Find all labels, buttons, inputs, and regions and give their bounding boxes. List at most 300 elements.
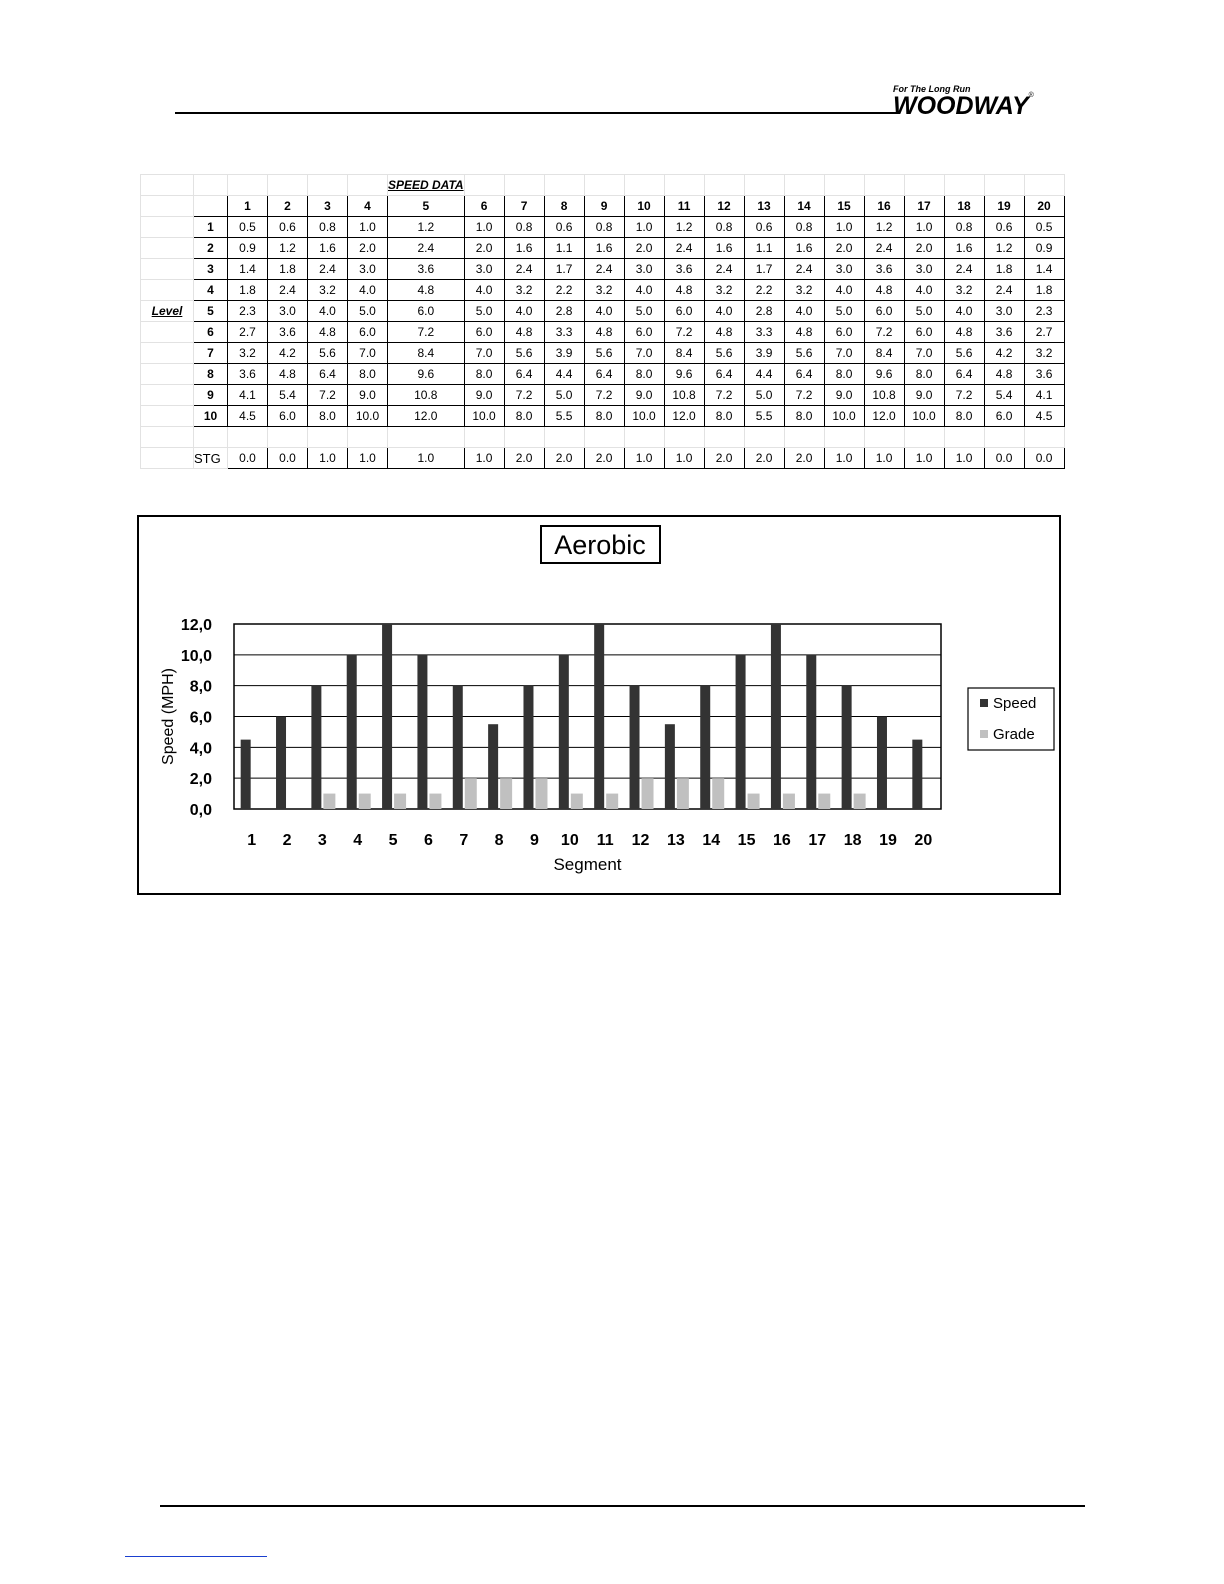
speed-cell: 1.6 — [584, 238, 624, 259]
speed-cell: 2.7 — [228, 322, 268, 343]
speed-cell: 4.8 — [864, 280, 904, 301]
stg-cell: 1.0 — [464, 448, 504, 469]
column-header: 17 — [904, 196, 944, 217]
x-tick-label: 17 — [808, 832, 827, 849]
speed-cell: 8.0 — [824, 364, 864, 385]
brand-tagline: For The Long Run — [893, 84, 971, 94]
speed-cell: 3.9 — [744, 343, 784, 364]
blank-cell — [624, 427, 664, 448]
grade-bar — [818, 794, 830, 809]
speed-cell: 8.0 — [348, 364, 388, 385]
speed-cell: 5.6 — [704, 343, 744, 364]
speed-cell: 0.8 — [504, 217, 544, 238]
speed-cell: 2.3 — [1024, 301, 1064, 322]
speed-cell: 0.5 — [228, 217, 268, 238]
speed-cell: 1.2 — [388, 217, 465, 238]
speed-cell: 4.0 — [624, 280, 664, 301]
blank-cell — [864, 175, 904, 196]
blank-cell — [141, 427, 194, 448]
x-tick-label: 6 — [423, 832, 433, 849]
y-tick-label: 12,0 — [180, 617, 212, 634]
grade-bar — [677, 778, 689, 809]
brand-name — [893, 92, 1034, 121]
speed-cell: 4.0 — [308, 301, 348, 322]
x-tick-label: 13 — [666, 832, 685, 849]
blank-cell — [194, 427, 228, 448]
speed-cell: 5.0 — [544, 385, 584, 406]
row-level: 6 — [194, 322, 228, 343]
speed-cell: 0.9 — [228, 238, 268, 259]
speed-cell: 6.0 — [268, 406, 308, 427]
blank-cell — [141, 175, 194, 196]
speed-cell: 9.6 — [664, 364, 704, 385]
x-tick-label: 7 — [459, 832, 469, 849]
speed-cell: 2.4 — [504, 259, 544, 280]
blank-cell — [904, 175, 944, 196]
column-header: 7 — [504, 196, 544, 217]
speed-cell: 3.2 — [584, 280, 624, 301]
speed-cell: 7.0 — [464, 343, 504, 364]
speed-cell: 2.4 — [308, 259, 348, 280]
speed-cell: 7.2 — [584, 385, 624, 406]
speed-cell: 7.0 — [348, 343, 388, 364]
speed-cell: 2.4 — [704, 259, 744, 280]
grade-bar — [748, 794, 760, 809]
speed-cell: 6.0 — [348, 322, 388, 343]
x-tick-label: 10 — [560, 832, 579, 849]
stg-cell: 1.0 — [824, 448, 864, 469]
x-tick-label: 3 — [317, 832, 327, 849]
speed-cell: 0.6 — [268, 217, 308, 238]
header-rule — [175, 112, 897, 114]
speed-cell: 1.2 — [268, 238, 308, 259]
stg-label: STG — [194, 448, 228, 469]
speed-cell: 5.4 — [984, 385, 1024, 406]
speed-cell: 5.6 — [584, 343, 624, 364]
column-header: 12 — [704, 196, 744, 217]
speed-cell: 4.5 — [1024, 406, 1064, 427]
speed-cell: 0.6 — [544, 217, 584, 238]
speed-cell: 8.0 — [904, 364, 944, 385]
speed-cell: 0.8 — [308, 217, 348, 238]
x-tick-label: 20 — [914, 832, 933, 849]
speed-cell: 4.4 — [744, 364, 784, 385]
grade-bar — [712, 778, 724, 809]
speed-cell: 3.6 — [1024, 364, 1064, 385]
speed-bar — [241, 740, 251, 809]
speed-cell: 1.2 — [864, 217, 904, 238]
stg-cell: 1.0 — [944, 448, 984, 469]
speed-cell: 8.4 — [664, 343, 704, 364]
speed-cell: 7.0 — [824, 343, 864, 364]
speed-cell: 3.6 — [228, 364, 268, 385]
speed-cell: 1.8 — [268, 259, 308, 280]
speed-cell: 2.4 — [864, 238, 904, 259]
speed-cell: 6.0 — [824, 322, 864, 343]
stg-cell: 1.0 — [664, 448, 704, 469]
blank-cell — [348, 427, 388, 448]
y-tick-label: 6,0 — [189, 709, 212, 727]
x-tick-label: 2 — [282, 832, 292, 849]
speed-cell: 4.8 — [584, 322, 624, 343]
speed-bar — [877, 717, 887, 810]
speed-cell: 4.0 — [904, 280, 944, 301]
speed-cell: 7.2 — [784, 385, 824, 406]
grade-bar — [323, 794, 335, 809]
speed-cell: 2.4 — [268, 280, 308, 301]
column-header: 19 — [984, 196, 1024, 217]
speed-cell: 5.5 — [744, 406, 784, 427]
column-header: 3 — [308, 196, 348, 217]
speed-cell: 0.5 — [1024, 217, 1064, 238]
stg-row — [141, 448, 1065, 469]
speed-cell: 3.2 — [228, 343, 268, 364]
blank-cell — [464, 175, 504, 196]
blank-cell — [504, 175, 544, 196]
speed-cell: 4.0 — [584, 301, 624, 322]
speed-cell: 6.0 — [864, 301, 904, 322]
speed-cell: 10.0 — [348, 406, 388, 427]
speed-cell: 1.2 — [984, 238, 1024, 259]
blank-cell — [544, 175, 584, 196]
row-level: 5 — [194, 301, 228, 322]
x-tick-label: 9 — [530, 832, 539, 849]
blank-cell — [704, 175, 744, 196]
speed-cell: 8.0 — [504, 406, 544, 427]
speed-cell: 4.0 — [784, 301, 824, 322]
legend-swatch — [980, 730, 988, 738]
speed-cell: 4.0 — [824, 280, 864, 301]
column-header: 6 — [464, 196, 504, 217]
row-level: 8 — [194, 364, 228, 385]
speed-cell: 4.0 — [464, 280, 504, 301]
speed-cell: 1.6 — [704, 238, 744, 259]
speed-cell: 4.8 — [984, 364, 1024, 385]
speed-cell: 7.2 — [308, 385, 348, 406]
speed-cell: 7.2 — [388, 322, 465, 343]
speed-cell: 7.2 — [944, 385, 984, 406]
blank-cell — [784, 175, 824, 196]
speed-cell: 12.0 — [664, 406, 704, 427]
speed-bar — [417, 655, 427, 809]
speed-cell: 2.0 — [904, 238, 944, 259]
speed-cell: 10.0 — [624, 406, 664, 427]
blank-cell — [744, 427, 784, 448]
speed-cell: 9.0 — [824, 385, 864, 406]
table-row — [141, 364, 1065, 385]
speed-cell: 5.6 — [944, 343, 984, 364]
speed-cell: 3.2 — [704, 280, 744, 301]
speed-cell: 1.1 — [544, 238, 584, 259]
blank-cell — [784, 427, 824, 448]
table-title-row — [141, 175, 1065, 196]
x-tick-label: 1 — [247, 832, 257, 849]
blank-cell — [544, 427, 584, 448]
blank-cell — [704, 427, 744, 448]
blank-cell — [268, 427, 308, 448]
x-tick-label: 4 — [353, 832, 363, 849]
brand-logo — [893, 84, 1103, 118]
speed-cell: 9.0 — [624, 385, 664, 406]
speed-cell: 2.7 — [1024, 322, 1064, 343]
speed-cell: 3.2 — [944, 280, 984, 301]
blank-cell — [348, 175, 388, 196]
table-row — [141, 259, 1065, 280]
speed-cell: 9.6 — [388, 364, 465, 385]
speed-cell: 10.8 — [388, 385, 465, 406]
speed-cell: 4.8 — [504, 322, 544, 343]
aerobic-chart — [137, 515, 1061, 895]
speed-cell: 3.3 — [544, 322, 584, 343]
blank-cell — [744, 175, 784, 196]
speed-cell: 1.4 — [228, 259, 268, 280]
speed-bar — [347, 655, 357, 809]
speed-cell: 2.2 — [544, 280, 584, 301]
blank-cell — [864, 427, 904, 448]
speed-bar — [594, 624, 604, 809]
speed-cell: 1.0 — [624, 217, 664, 238]
y-tick-label: 4,0 — [189, 740, 212, 758]
stg-cell: 1.0 — [864, 448, 904, 469]
speed-cell: 10.0 — [904, 406, 944, 427]
speed-cell: 7.2 — [504, 385, 544, 406]
speed-cell: 6.0 — [388, 301, 465, 322]
speed-cell: 9.6 — [864, 364, 904, 385]
blank-cell — [984, 427, 1024, 448]
speed-cell: 3.0 — [348, 259, 388, 280]
speed-cell: 2.0 — [348, 238, 388, 259]
y-axis-label: Speed (MPH) — [160, 668, 177, 765]
speed-bar — [665, 724, 675, 809]
speed-cell: 4.8 — [388, 280, 465, 301]
speed-cell: 1.1 — [744, 238, 784, 259]
blank-cell — [308, 175, 348, 196]
blank-cell — [141, 364, 194, 385]
blank-cell — [308, 427, 348, 448]
speed-cell: 3.3 — [744, 322, 784, 343]
column-header: 11 — [664, 196, 704, 217]
speed-cell: 8.0 — [464, 364, 504, 385]
speed-cell: 5.4 — [268, 385, 308, 406]
x-tick-label: 15 — [737, 832, 756, 849]
speed-cell: 0.8 — [584, 217, 624, 238]
row-level: 1 — [194, 217, 228, 238]
speed-cell: 3.0 — [824, 259, 864, 280]
blank-cell — [504, 427, 544, 448]
speed-cell: 4.4 — [544, 364, 584, 385]
speed-cell: 1.0 — [824, 217, 864, 238]
speed-bar — [311, 686, 321, 809]
speed-cell: 4.0 — [944, 301, 984, 322]
speed-cell: 8.0 — [584, 406, 624, 427]
legend-label: Grade — [993, 726, 1035, 743]
speed-cell: 5.0 — [464, 301, 504, 322]
speed-cell: 1.6 — [504, 238, 544, 259]
speed-cell: 6.4 — [504, 364, 544, 385]
blank-cell — [194, 175, 228, 196]
speed-cell: 6.0 — [464, 322, 504, 343]
grade-bar — [465, 778, 477, 809]
blank-cell — [141, 259, 194, 280]
blank-cell — [141, 385, 194, 406]
brand-wordmark: WOODWAY — [893, 92, 1029, 120]
speed-cell: 4.8 — [704, 322, 744, 343]
speed-cell: 1.6 — [784, 238, 824, 259]
speed-cell: 1.0 — [464, 217, 504, 238]
corner-cell — [194, 196, 228, 217]
stg-cell: 2.0 — [704, 448, 744, 469]
speed-cell: 9.0 — [348, 385, 388, 406]
speed-cell: 4.8 — [664, 280, 704, 301]
table-row — [141, 343, 1065, 364]
speed-cell: 3.2 — [784, 280, 824, 301]
speed-cell: 1.0 — [904, 217, 944, 238]
speed-cell: 7.2 — [704, 385, 744, 406]
speed-cell: 3.6 — [864, 259, 904, 280]
speed-cell: 5.5 — [544, 406, 584, 427]
blank-cell — [584, 175, 624, 196]
speed-bar — [382, 624, 392, 809]
blank-cell — [1024, 175, 1064, 196]
speed-cell: 4.0 — [704, 301, 744, 322]
speed-cell: 3.2 — [1024, 343, 1064, 364]
stg-cell: 1.0 — [388, 448, 465, 469]
column-header: 2 — [268, 196, 308, 217]
blank-cell — [624, 175, 664, 196]
speed-cell: 2.0 — [824, 238, 864, 259]
speed-cell: 6.4 — [584, 364, 624, 385]
speed-cell: 1.7 — [544, 259, 584, 280]
column-header: 18 — [944, 196, 984, 217]
speed-cell: 2.8 — [744, 301, 784, 322]
speed-cell: 5.0 — [744, 385, 784, 406]
column-header: 5 — [388, 196, 465, 217]
stg-cell: 1.0 — [624, 448, 664, 469]
speed-cell: 7.2 — [664, 322, 704, 343]
column-header: 16 — [864, 196, 904, 217]
speed-cell: 5.6 — [308, 343, 348, 364]
blank-cell — [268, 175, 308, 196]
speed-cell: 3.6 — [268, 322, 308, 343]
grade-bar — [429, 794, 441, 809]
speed-bar — [842, 686, 852, 809]
speed-cell: 10.0 — [824, 406, 864, 427]
speed-cell: 3.6 — [664, 259, 704, 280]
blank-cell — [141, 196, 194, 217]
column-header: 4 — [348, 196, 388, 217]
speed-cell: 4.1 — [1024, 385, 1064, 406]
level-label: Level — [141, 301, 194, 322]
blank-cell — [984, 175, 1024, 196]
speed-cell: 2.2 — [744, 280, 784, 301]
stg-cell: 2.0 — [784, 448, 824, 469]
speed-cell: 5.0 — [624, 301, 664, 322]
speed-bar — [912, 740, 922, 809]
stg-cell: 1.0 — [348, 448, 388, 469]
speed-cell: 0.6 — [744, 217, 784, 238]
speed-cell: 7.0 — [904, 343, 944, 364]
blank-cell — [664, 427, 704, 448]
speed-bar — [700, 686, 710, 809]
blank-cell — [944, 175, 984, 196]
speed-cell: 8.0 — [944, 406, 984, 427]
legend-label: Speed — [993, 695, 1037, 712]
speed-bar — [276, 717, 286, 810]
speed-cell: 5.0 — [348, 301, 388, 322]
column-header-row — [141, 196, 1065, 217]
y-tick-label: 8,0 — [189, 678, 212, 696]
speed-cell: 2.4 — [784, 259, 824, 280]
blank-cell — [141, 406, 194, 427]
column-header: 15 — [824, 196, 864, 217]
speed-cell: 3.0 — [984, 301, 1024, 322]
speed-cell: 0.8 — [704, 217, 744, 238]
speed-cell: 1.8 — [1024, 280, 1064, 301]
speed-cell: 6.0 — [904, 322, 944, 343]
y-tick-label: 10,0 — [180, 647, 212, 665]
blank-cell — [904, 427, 944, 448]
speed-cell: 2.4 — [984, 280, 1024, 301]
grade-bar — [783, 794, 795, 809]
speed-cell: 1.7 — [744, 259, 784, 280]
blank-cell — [824, 427, 864, 448]
speed-cell: 4.8 — [268, 364, 308, 385]
footer-link-underline — [125, 1556, 267, 1557]
table-row — [141, 301, 1065, 322]
speed-cell: 4.8 — [944, 322, 984, 343]
speed-cell: 8.0 — [784, 406, 824, 427]
speed-bar — [559, 655, 569, 809]
speed-cell: 4.0 — [504, 301, 544, 322]
table-row — [141, 217, 1065, 238]
grade-bar — [606, 794, 618, 809]
speed-cell: 1.8 — [228, 280, 268, 301]
speed-cell: 6.4 — [944, 364, 984, 385]
speed-cell: 2.3 — [228, 301, 268, 322]
speed-cell: 5.6 — [504, 343, 544, 364]
speed-cell: 1.4 — [1024, 259, 1064, 280]
stg-cell: 0.0 — [268, 448, 308, 469]
speed-cell: 4.2 — [268, 343, 308, 364]
speed-cell: 2.8 — [544, 301, 584, 322]
blank-cell — [584, 427, 624, 448]
speed-cell: 12.0 — [388, 406, 465, 427]
speed-cell: 6.0 — [984, 406, 1024, 427]
table-row — [141, 322, 1065, 343]
speed-cell: 4.1 — [228, 385, 268, 406]
speed-cell: 4.5 — [228, 406, 268, 427]
speed-cell: 9.0 — [464, 385, 504, 406]
speed-cell: 2.4 — [664, 238, 704, 259]
speed-cell: 6.4 — [784, 364, 824, 385]
grade-bar — [854, 794, 866, 809]
speed-cell: 1.0 — [348, 217, 388, 238]
speed-cell: 5.0 — [904, 301, 944, 322]
speed-data-table — [140, 174, 1065, 469]
speed-cell: 2.4 — [388, 238, 465, 259]
speed-bar — [630, 686, 640, 809]
row-level: 9 — [194, 385, 228, 406]
speed-bar — [736, 655, 746, 809]
speed-cell: 4.8 — [784, 322, 824, 343]
speed-cell: 10.8 — [664, 385, 704, 406]
speed-cell: 2.4 — [584, 259, 624, 280]
speed-cell: 12.0 — [864, 406, 904, 427]
grade-bar — [359, 794, 371, 809]
x-tick-label: 5 — [388, 832, 398, 849]
speed-cell: 8.0 — [704, 406, 744, 427]
speed-cell: 6.4 — [704, 364, 744, 385]
